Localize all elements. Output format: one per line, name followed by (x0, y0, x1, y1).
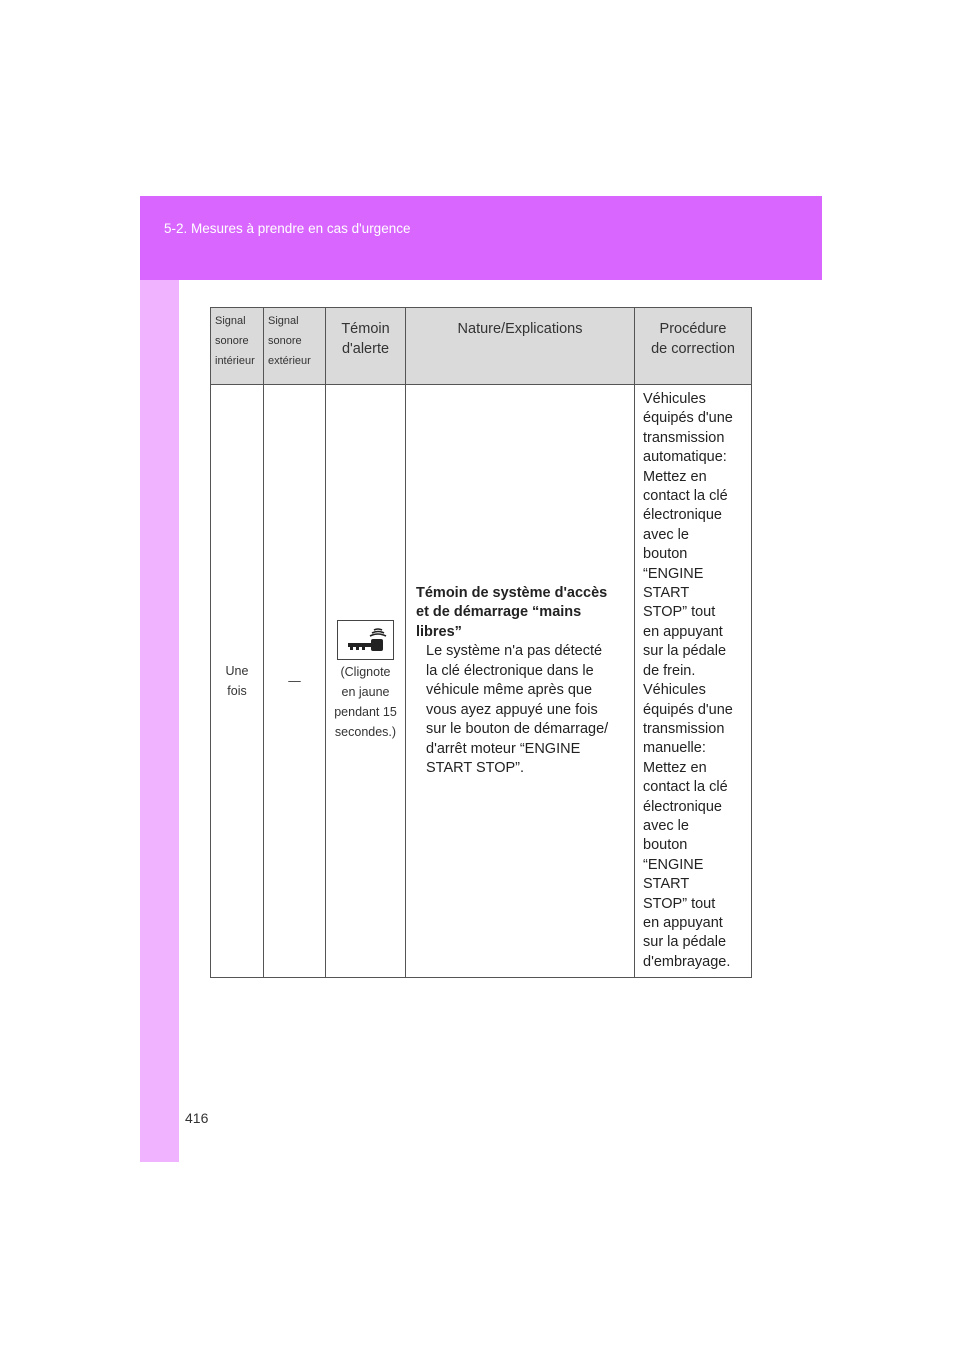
procedure-line: d'embrayage. (643, 953, 731, 970)
header-warning-light-text: Témoin d'alerte (341, 321, 390, 357)
procedure-line: STOP” tout (643, 604, 716, 621)
exterior-signal-dash: — (288, 674, 301, 688)
header-warning-light (326, 308, 406, 385)
procedure-line: “ENGINE (643, 856, 704, 873)
procedure-line: STOP” tout (643, 895, 716, 912)
procedure-lines (643, 390, 747, 972)
procedure-line: manuelle: (643, 740, 706, 757)
header-correction-procedure-text: Procédure de correction (651, 321, 735, 357)
header-exterior-signal-text: Signal sonore extérieur (268, 315, 311, 367)
cell-correction-procedure (635, 385, 752, 978)
procedure-line: contact la clé (643, 779, 728, 796)
procedure-line: électronique (643, 507, 722, 524)
procedure-line: avec le (643, 526, 689, 543)
procedure-line: équipés d'une (643, 701, 733, 718)
table-row (211, 385, 752, 978)
procedure-line: automatique: (643, 449, 727, 466)
procedure-line: électronique (643, 798, 722, 815)
nature-body: Le système n'a pas détecté la clé électronique dans le véhicule même après que vous ayez appuyé une fois sur le bouton de démarrage/ d'arrêt moteur “ENGINE START STOP”. (426, 643, 609, 776)
cell-exterior-signal (264, 385, 326, 978)
smart-key-warning-icon (337, 620, 394, 660)
procedure-line: en appuyant (643, 914, 723, 931)
procedure-line: bouton (643, 546, 688, 563)
procedure-line: en appuyant (643, 623, 723, 640)
procedure-line: de frein. (643, 662, 696, 679)
procedure-line: équipés d'une (643, 410, 733, 427)
nature-title: Témoin de système d'accès et de démarrage “mains libres” (416, 584, 608, 640)
section-title: 5-2. Mesures à prendre en cas d'urgence (164, 221, 411, 236)
header-interior-signal-text: Signal sonore intérieur (215, 315, 255, 367)
warning-table (210, 307, 752, 978)
procedure-line: START (643, 585, 690, 602)
procedure-line: Mettez en (643, 468, 707, 485)
header-interior-signal (211, 308, 264, 385)
section-header-band (140, 196, 822, 280)
page-number: 416 (185, 1110, 209, 1126)
procedure-line: bouton (643, 837, 688, 854)
table-header-row (211, 308, 752, 385)
interior-signal-text: Une fois (225, 664, 249, 698)
procedure-line: START (643, 876, 690, 893)
procedure-line: sur la pédale (643, 934, 727, 951)
procedure-line: Véhicules (643, 391, 706, 407)
side-strip (140, 280, 179, 1162)
procedure-line: transmission (643, 720, 725, 737)
procedure-line: “ENGINE (643, 565, 704, 582)
indicator-note: (Clignote en jaune pendant 15 secondes.) (334, 665, 397, 739)
procedure-line: contact la clé (643, 488, 728, 505)
cell-interior-signal (211, 385, 264, 978)
cell-warning-light (326, 385, 406, 978)
cell-nature-explanations (406, 385, 635, 978)
header-exterior-signal (264, 308, 326, 385)
header-nature-explanations (406, 308, 635, 385)
procedure-line: Mettez en (643, 759, 707, 776)
procedure-line: avec le (643, 817, 689, 834)
header-nature-explanations-text: Nature/Explications (457, 321, 583, 337)
procedure-line: sur la pédale (643, 643, 727, 660)
procedure-line: Véhicules (643, 682, 706, 699)
header-correction-procedure (635, 308, 752, 385)
procedure-line: transmission (643, 429, 725, 446)
